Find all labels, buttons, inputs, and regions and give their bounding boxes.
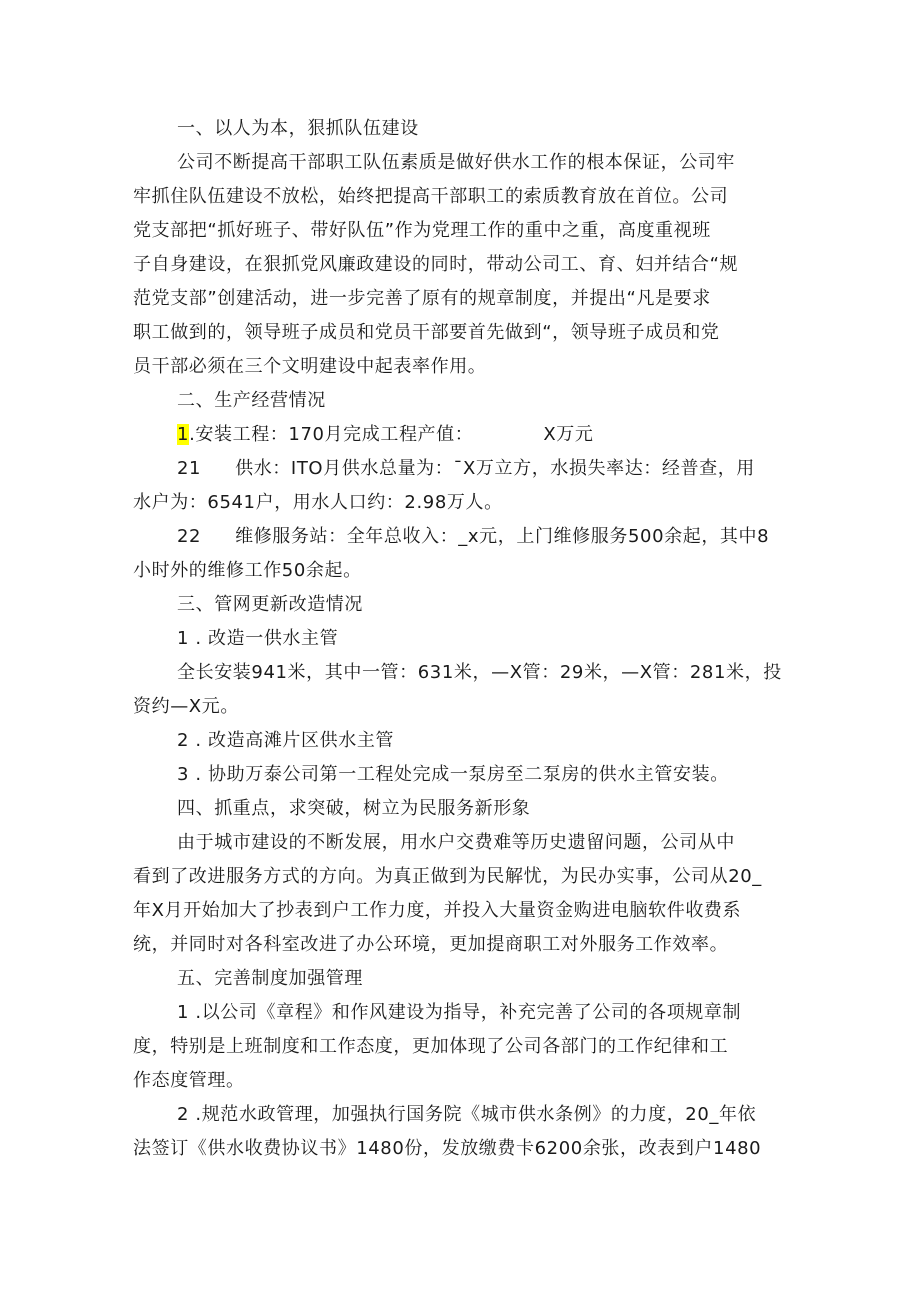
paragraph-line: 公司不断提高干部职工队伍素质是做好供水工作的根本保证，公司牢 xyxy=(177,152,735,173)
item-number: 22 xyxy=(177,526,202,547)
list-item: 1 . 改造一供水主管 xyxy=(177,628,339,649)
paragraph-line: 法签订《供水收费协议书》1480份，发放缴费卡6200余张，改表到户1480 xyxy=(133,1138,762,1159)
section-heading-2: 二、生产经营情况 xyxy=(177,390,326,411)
list-item: 1 .以公司《章程》和作风建设为指导，补充完善了公司的各项规章制 xyxy=(177,1002,742,1023)
list-item: 3 . 协助万泰公司第一工程处完成一泵房至二泵房的供水主管安装。 xyxy=(177,764,729,785)
paragraph-line: 年X月开始加大了抄表到户工作力度，并投入大量资金购进电脑软件收费系 xyxy=(133,900,742,921)
section-heading-5: 五、完善制度加强管理 xyxy=(177,968,363,989)
paragraph-line: 看到了改进服务方式的方向。为真正做到为民解忧，为民办实事，公司从20_ xyxy=(133,866,762,887)
paragraph-line: 统，并同时对各科室改进了办公环境，更加提商职工对外服务工作效率。 xyxy=(133,934,729,955)
paragraph-line: 小时外的维修工作50余起。 xyxy=(133,560,362,581)
section-heading-4: 四、抓重点，求突破，树立为民服务新形象 xyxy=(177,798,531,819)
highlighted-number: 1 xyxy=(177,424,190,445)
list-item-supply xyxy=(177,458,755,482)
paragraph-line: 作态度管理。 xyxy=(133,1070,245,1091)
list-item: 2 .规范水政管理，加强执行国务院《城市供水条例》的力度，20_年依 xyxy=(177,1104,757,1125)
paragraph-line: 范党支部”创建活动，进一步完善了原有的规章制度，并提出“凡是要求 xyxy=(133,288,711,309)
list-item: 2 . 改造高滩片区供水主管 xyxy=(177,730,395,751)
paragraph-line: 全长安装941米，其中一管：631米，—X管：29米，—X管：281米，投 xyxy=(177,662,782,683)
paragraph-line: 牢抓住队伍建设不放松，始终把提高干部职工的索质教育放在首位。公司 xyxy=(133,186,729,207)
list-item-install xyxy=(177,424,594,448)
paragraph-line: 度，特别是上班制度和工作态度，更加体现了公司各部门的工作纪律和工 xyxy=(133,1036,729,1057)
item-dot: . xyxy=(189,424,196,445)
paragraph-line: 职工做到的，领导班子成员和党员干部要首先做到“，领导班子成员和党 xyxy=(133,322,720,343)
paragraph-line: 资约—X元。 xyxy=(133,696,239,717)
item-text: 供水：ITO月供水总量为：¯X万立方，水损失率达：经普查，用 xyxy=(235,458,755,479)
paragraph-line: 水户为：6541户，用水人口约：2.98万人。 xyxy=(133,492,503,513)
paragraph-line: 子自身建设，在狠抓党风廉政建设的同时，带动公司工、育、妇并结合“规 xyxy=(133,254,739,275)
section-heading-1: 一、以人为本，狠抓队伍建设 xyxy=(177,118,419,139)
section-heading-3: 三、管网更新改造情况 xyxy=(177,594,363,615)
item-number: 21 xyxy=(177,458,202,479)
item-text: 安装工程：170月完成工程产值： xyxy=(195,424,474,445)
paragraph-line: 员干部必须在三个文明建设中起表率作用。 xyxy=(133,356,487,377)
paragraph-line: 由于城市建设的不断发展，用水户交费难等历史遗留问题，公司从中 xyxy=(177,832,735,853)
item-text: 维修服务站：全年总收入：_x元，上门维修服务500余起，其中8 xyxy=(235,526,770,547)
item-value: X万元 xyxy=(543,424,594,445)
list-item-repair xyxy=(177,526,769,550)
paragraph-line: 党支部把“抓好班子、带好队伍”作为党理工作的重中之重，高度重视班 xyxy=(133,220,711,241)
